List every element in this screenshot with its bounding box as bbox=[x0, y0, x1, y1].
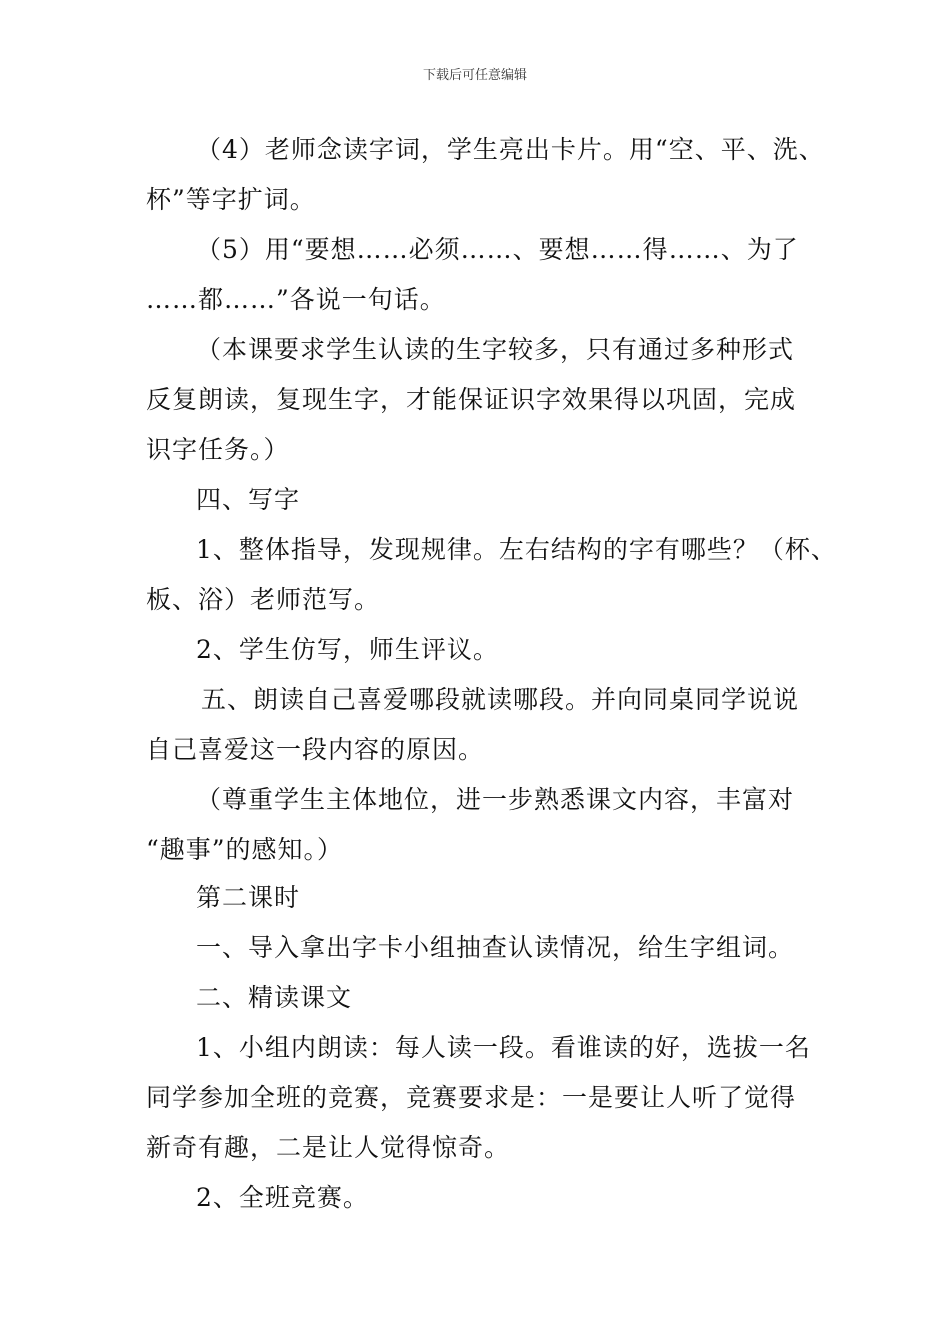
paragraph-line: （本课要求学生认读的生字较多，只有通过多种形式 bbox=[196, 335, 795, 364]
paragraph-line: 反复朗读，复现生字，才能保证识字效果得以巩固，完成 bbox=[146, 385, 797, 414]
paragraph-line: 自己喜爱这一段内容的原因。 bbox=[146, 735, 485, 764]
page-header-note: 下载后可任意编辑 bbox=[422, 68, 527, 83]
paragraph-line: “趣事”的感知。） bbox=[146, 835, 344, 864]
section-heading: 五、朗读自己喜爱哪段就读哪段。并向同桌同学说说 bbox=[201, 685, 800, 714]
paragraph-line: 2、学生仿写，师生评议。 bbox=[196, 635, 499, 664]
section-heading: 二、精读课文 bbox=[196, 983, 353, 1012]
section-heading: 四、写字 bbox=[196, 485, 301, 514]
paragraph-line: 一、导入拿出字卡小组抽查认读情况，给生字组词。 bbox=[196, 933, 795, 962]
paragraph-line: 杯”等字扩词。 bbox=[146, 185, 316, 214]
paragraph-line: ……都……”各说一句话。 bbox=[146, 285, 446, 314]
paragraph-line: 2、全班竞赛。 bbox=[196, 1183, 369, 1212]
paragraph-line: （尊重学生主体地位，进一步熟悉课文内容，丰富对 bbox=[196, 785, 795, 814]
paragraph-line: 同学参加全班的竞赛，竞赛要求是：一是要让人听了觉得 bbox=[146, 1083, 797, 1112]
paragraph-line: （4）老师念读字词，学生亮出卡片。用“空、平、洗、 bbox=[196, 135, 825, 164]
paragraph-line: 新奇有趣，二是让人觉得惊奇。 bbox=[146, 1133, 511, 1162]
paragraph-line: （5）用“要想……必须……、要想……得……、为了 bbox=[196, 235, 799, 264]
paragraph-line: 1、整体指导，发现规律。左右结构的字有哪些？（杯、 bbox=[196, 535, 837, 564]
paragraph-line: 识字任务。） bbox=[146, 435, 290, 464]
paragraph-line: 1、小组内朗读：每人读一段。看谁读的好，选拔一名 bbox=[196, 1033, 811, 1062]
section-heading: 第二课时 bbox=[196, 883, 301, 912]
paragraph-line: 板、浴）老师范写。 bbox=[146, 585, 381, 614]
